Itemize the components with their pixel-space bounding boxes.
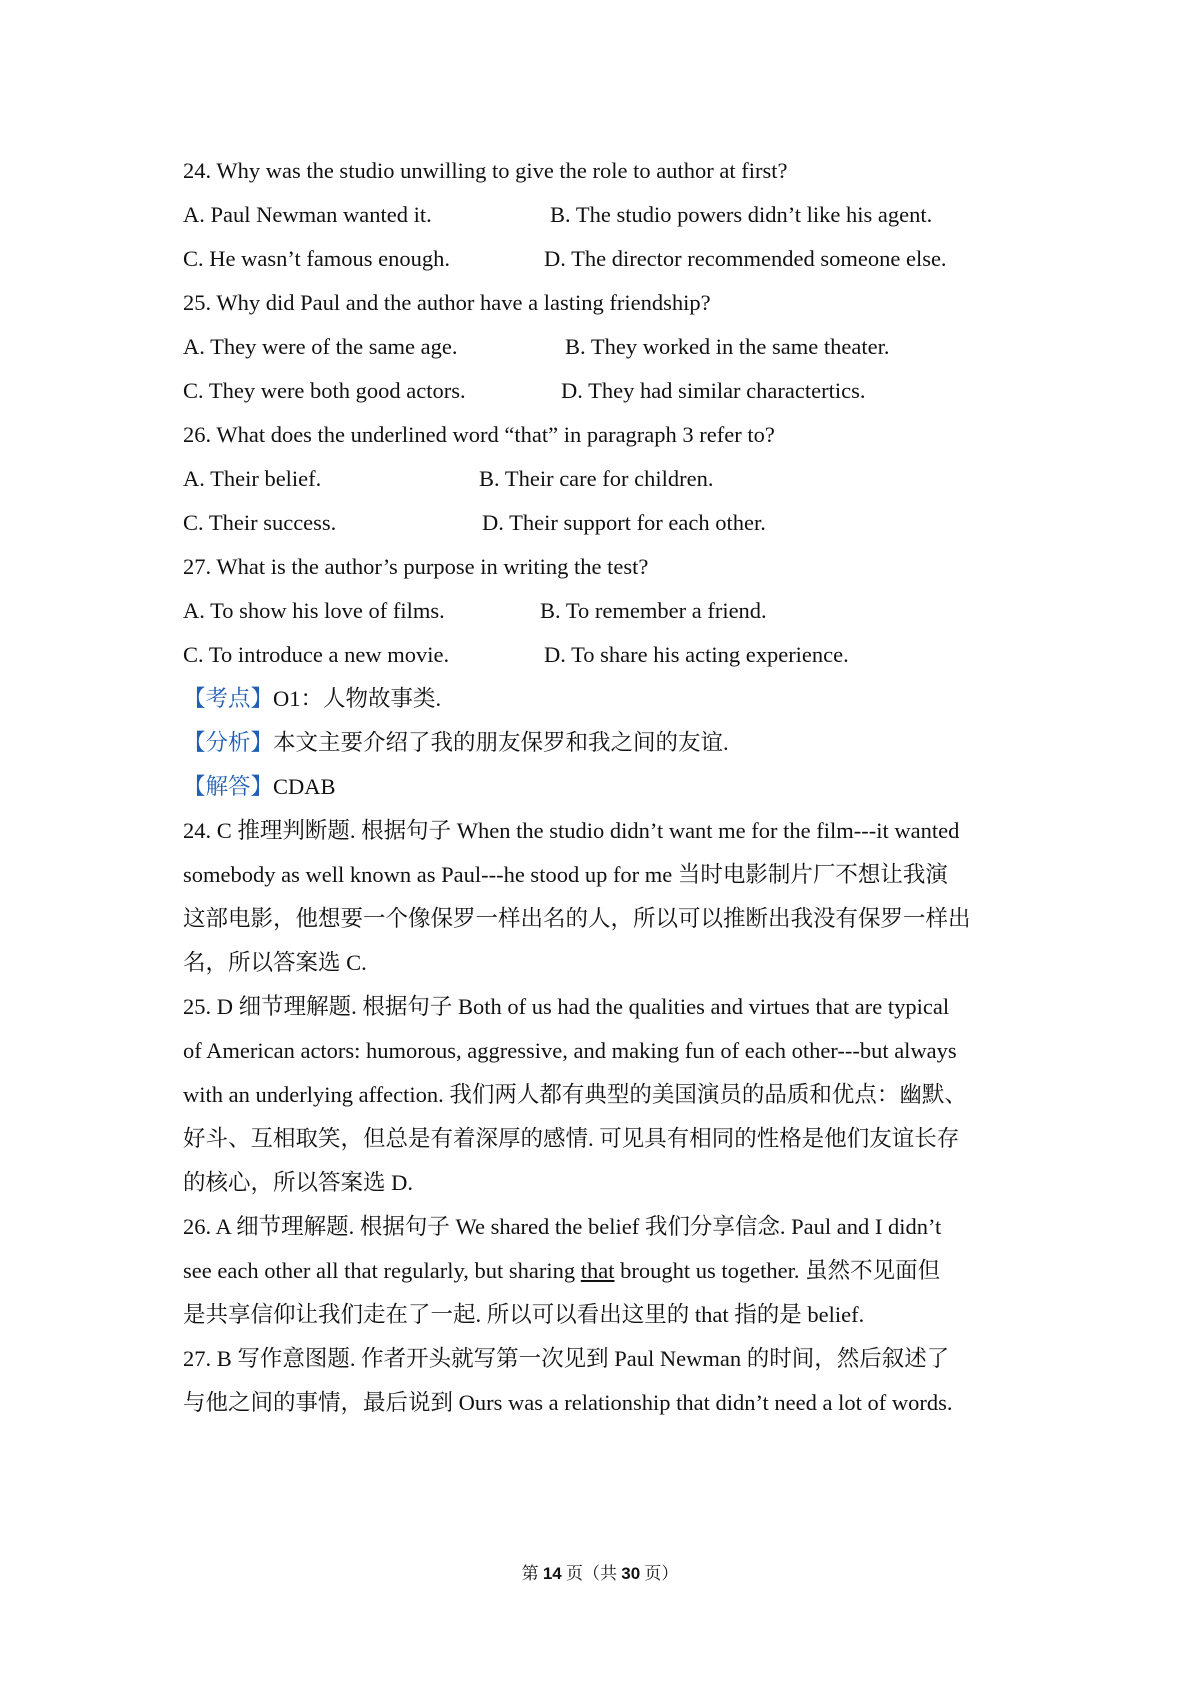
explanation-27-line: 与他之间的事情，最后说到 Ours was a relationship that didn’t need a lot of words.: [183, 1390, 953, 1415]
option-b: B. They worked in the same theater.: [565, 334, 890, 359]
option-d: D. Their support for each other.: [482, 510, 766, 535]
option-d: D. They had similar charactertics.: [561, 378, 866, 403]
question-24-options-cd: [183, 244, 947, 274]
question-27-options-cd: [183, 640, 849, 670]
option-b: B. Their care for children.: [479, 466, 714, 491]
total-pages: 30: [621, 1564, 641, 1583]
kaodian-line: [183, 684, 441, 714]
jieda-line: [183, 772, 336, 802]
question-24-options-ab: [183, 200, 933, 230]
option-a: A. They were of the same age.: [183, 334, 458, 359]
option-c: C. Their success.: [183, 510, 337, 535]
fenxi-line: [183, 728, 729, 758]
explanation-26-line: 是共享信仰让我们走在了一起. 所以可以看出这里的 that 指的是 belief.: [183, 1302, 865, 1327]
footer-text: 页）: [640, 1564, 679, 1583]
option-a: A. Paul Newman wanted it.: [183, 202, 432, 227]
option-b: B. To remember a friend.: [540, 598, 767, 623]
explanation-26-text: brought us together. 虽然不见面但: [614, 1258, 941, 1283]
page-number: 14: [542, 1564, 562, 1583]
question-27-stem: 27. What is the author’s purpose in writing the test?: [183, 554, 649, 579]
question-24-stem: 24. Why was the studio unwilling to give the role to author at first?: [183, 158, 788, 183]
explanation-26-text: see each other all that regularly, but sharing: [183, 1258, 581, 1283]
question-26-options-cd: [183, 508, 766, 538]
question-26-stem: 26. What does the underlined word “that” in paragraph 3 refer to?: [183, 422, 775, 447]
question-27-options-ab: [183, 596, 767, 626]
option-b: B. The studio powers didn’t like his agent.: [550, 202, 933, 227]
option-d: D. To share his acting experience.: [544, 642, 849, 667]
jieda-tag: 【解答】: [183, 774, 274, 799]
explanation-25-line: 好斗、互相取笑，但总是有着深厚的感情. 可见具有相同的性格是他们友谊长存: [183, 1126, 960, 1151]
explanation-25-line: of American actors: humorous, aggressive, and making fun of each other---but always: [183, 1038, 957, 1063]
option-c: C. He wasn’t famous enough.: [183, 246, 451, 271]
explanation-26-line: [183, 1256, 940, 1286]
page-footer: [0, 1562, 1200, 1586]
option-c: C. They were both good actors.: [183, 378, 466, 403]
question-25-options-ab: [183, 332, 890, 362]
explanation-24-line: 这部电影，他想要一个像保罗一样出名的人，所以可以推断出我没有保罗一样出: [183, 906, 971, 931]
explanation-24-line: 名，所以答案选 C.: [183, 950, 367, 975]
fenxi-text: 本文主要介绍了我的朋友保罗和我之间的友谊.: [273, 730, 729, 755]
footer-text: 页（共: [561, 1564, 622, 1583]
question-25-options-cd: [183, 376, 866, 406]
kaodian-tag: 【考点】: [183, 686, 274, 711]
option-c: C. To introduce a new movie.: [183, 642, 450, 667]
explanation-26-line: 26. A 细节理解题. 根据句子 We shared the belief 我们分享信念. Paul and I didn’t: [183, 1214, 942, 1239]
footer-text: 第: [521, 1564, 543, 1583]
explanation-27-line: 27. B 写作意图题. 作者开头就写第一次见到 Paul Newman 的时间，然后叙述了: [183, 1346, 950, 1371]
option-a: A. To show his love of films.: [183, 598, 445, 623]
explanation-24-line: 24. C 推理判断题. 根据句子 When the studio didn’t want me for the film---it wanted: [183, 818, 960, 843]
explanation-25-line: 的核心，所以答案选 D.: [183, 1170, 413, 1195]
explanation-24-line: somebody as well known as Paul---he stood up for me 当时电影制片厂不想让我演: [183, 862, 948, 887]
underlined-that: that: [580, 1258, 615, 1283]
kaodian-text: O1：人物故事类.: [273, 686, 442, 711]
option-a: A. Their belief.: [183, 466, 322, 491]
option-d: D. The director recommended someone else.: [544, 246, 947, 271]
explanation-25-line: with an underlying affection. 我们两人都有典型的美国演员的品质和优点：幽默、: [183, 1082, 967, 1107]
explanation-25-line: 25. D 细节理解题. 根据句子 Both of us had the qualities and virtues that are typical: [183, 994, 950, 1019]
fenxi-tag: 【分析】: [183, 730, 274, 755]
jieda-text: CDAB: [273, 774, 336, 799]
question-26-options-ab: [183, 464, 714, 494]
question-25-stem: 25. Why did Paul and the author have a lasting friendship?: [183, 290, 711, 315]
